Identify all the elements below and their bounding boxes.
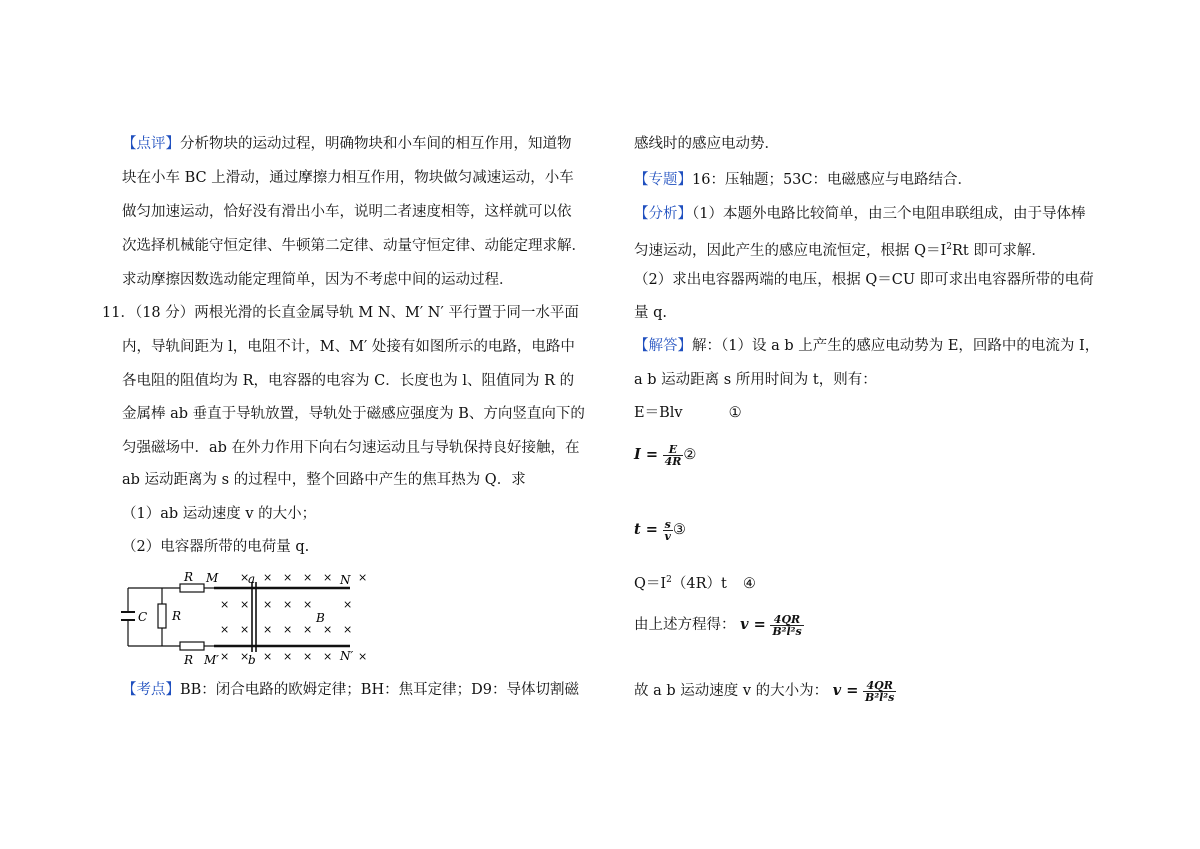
label-N: N bbox=[340, 573, 351, 587]
analysis-line-2: 匀速运动，因此产生的感应电流恒定，根据 $Q=I^2Rt$ 即可求解． bbox=[634, 242, 1046, 259]
label-N-prime: N′ bbox=[340, 649, 354, 663]
field-cross: × bbox=[283, 598, 293, 611]
review-line-3: 做匀加速运动，恰好没有滑出小车，说明二者速度相等，这样就可以依 bbox=[122, 204, 572, 220]
circuit-figure bbox=[118, 568, 373, 668]
resistor-bottom bbox=[180, 642, 204, 650]
question-line-1: 11．（18 分）两根光滑的长直金属导轨 M N、M′ N′ 平行置于同一水平面 bbox=[102, 305, 579, 321]
field-cross: × bbox=[283, 623, 293, 636]
review-line-2: 块在小车 BC 上滑动，通过摩擦力相互作用，物块做匀减速运动，小车 bbox=[122, 170, 574, 186]
label-M-prime: M′ bbox=[204, 653, 220, 667]
review-line-1: 【点评】分析物块的运动过程，明确物块和小车间的相互作用，知道物 bbox=[122, 136, 572, 152]
field-cross: × bbox=[343, 623, 353, 636]
label-R-middle: R bbox=[172, 609, 182, 623]
label-R-bottom: R bbox=[184, 653, 194, 667]
analysis-tag: 【分析】 bbox=[634, 206, 692, 222]
field-cross: × bbox=[283, 650, 293, 663]
answer-tag: 【解答】 bbox=[634, 338, 692, 354]
analysis-line-1: 【分析】（1）本题外电路比较简单，由三个电阻串联组成，由于导体棒 bbox=[634, 206, 1086, 222]
final-answer: 故 a b 运动速度 v 的大小为： v = $\frac{4QR}{\text{B²l²s}}$ bbox=[634, 678, 895, 704]
review-line-4: 次选择机械能守恒定律、牛顿第二定律、动量守恒定律、动能定理求解． bbox=[122, 238, 586, 254]
sub-question-1: （1）ab 运动速度 v 的大小； bbox=[122, 506, 317, 522]
field-cross: × bbox=[303, 650, 313, 663]
question-line-5: 匀强磁场中．ab 在外力作用下向右匀速运动且与导轨保持良好接触，在 bbox=[122, 440, 580, 456]
equation-4: $Q=I^2(4R)t$ ④ bbox=[634, 575, 756, 592]
field-cross: × bbox=[220, 598, 230, 611]
question-line-6: ab 运动距离为 s 的过程中，整个回路中产生的焦耳热为 Q．求 bbox=[122, 472, 526, 488]
field-cross: × bbox=[220, 650, 230, 663]
field-cross: × bbox=[303, 623, 313, 636]
review-tag: 【点评】 bbox=[122, 136, 180, 152]
topic-tag: 【专题】 bbox=[634, 172, 692, 188]
analysis-line-4: 量 q. bbox=[634, 305, 668, 321]
field-cross: × bbox=[323, 571, 333, 584]
field-cross: × bbox=[263, 598, 273, 611]
field-cross: × bbox=[240, 598, 250, 611]
analysis-line-3: （2）求出电容器两端的电压，根据 Q＝CU 即可求出电容器所带的电荷 bbox=[634, 272, 1094, 288]
field-cross: × bbox=[240, 650, 250, 663]
field-cross: × bbox=[220, 623, 230, 636]
field-cross: × bbox=[323, 623, 333, 636]
equation-3: t = $\frac{s}{v}$ ③ bbox=[634, 517, 686, 543]
equation-1: E＝Blv ① bbox=[634, 405, 742, 421]
field-cross: × bbox=[323, 650, 333, 663]
kaodian-tag: 【考点】 bbox=[122, 682, 180, 698]
field-cross: × bbox=[240, 571, 250, 584]
resistor-middle bbox=[158, 604, 166, 628]
field-cross: × bbox=[358, 650, 368, 663]
review-line-5: 求动摩擦因数选动能定理简单，因为不考虑中间的运动过程． bbox=[122, 272, 514, 288]
answer-line-1: 【解答】解：（1）设 a b 上产生的感应电动势为 E，回路中的电流为 I， bbox=[634, 338, 1100, 354]
answer-line-2: a b 运动距离 s 所用时间为 t，则有： bbox=[634, 372, 877, 388]
resistor-top bbox=[180, 584, 204, 592]
topic-line: 【专题】16：压轴题；53C：电磁感应与电路结合． bbox=[634, 172, 972, 188]
field-cross: × bbox=[263, 571, 273, 584]
equation-2: I = $\frac{E}{4R}$ ② bbox=[634, 442, 697, 468]
label-a: a bbox=[248, 572, 256, 586]
field-cross: × bbox=[283, 571, 293, 584]
field-cross: × bbox=[263, 650, 273, 663]
kaodian-line: 【考点】BB：闭合电路的欧姆定律；BH：焦耳定律；D9：导体切割磁 bbox=[122, 682, 579, 698]
label-C: C bbox=[138, 610, 148, 624]
question-line-2: 内，导轨间距为 l，电阻不计，M、M′ 处接有如图所示的电路，电路中 bbox=[122, 339, 575, 355]
label-R-top: R bbox=[184, 570, 194, 584]
result-equation: 由上述方程得： v = $\frac{4QR}{\text{B²l²s}}$ bbox=[634, 612, 802, 638]
question-line-3: 各电阻的阻值均为 R，电容器的电容为 C．长度也为 l、阻值同为 R 的 bbox=[122, 373, 575, 389]
sub-question-2: （2）电容器所带的电荷量 q. bbox=[122, 539, 310, 555]
field-cross: × bbox=[240, 623, 250, 636]
field-cross: × bbox=[303, 571, 313, 584]
label-M: M bbox=[206, 571, 219, 585]
field-cross: × bbox=[303, 598, 313, 611]
field-cross: × bbox=[343, 598, 353, 611]
label-B-field: B bbox=[316, 611, 325, 625]
field-cross: × bbox=[358, 571, 368, 584]
question-line-4: 金属棒 ab 垂直于导轨放置，导轨处于磁感应强度为 B、方向竖直向下的 bbox=[122, 406, 585, 422]
kaodian-continued: 感线时的感应电动势． bbox=[634, 136, 779, 152]
label-b: b bbox=[248, 653, 256, 667]
field-cross: × bbox=[263, 623, 273, 636]
